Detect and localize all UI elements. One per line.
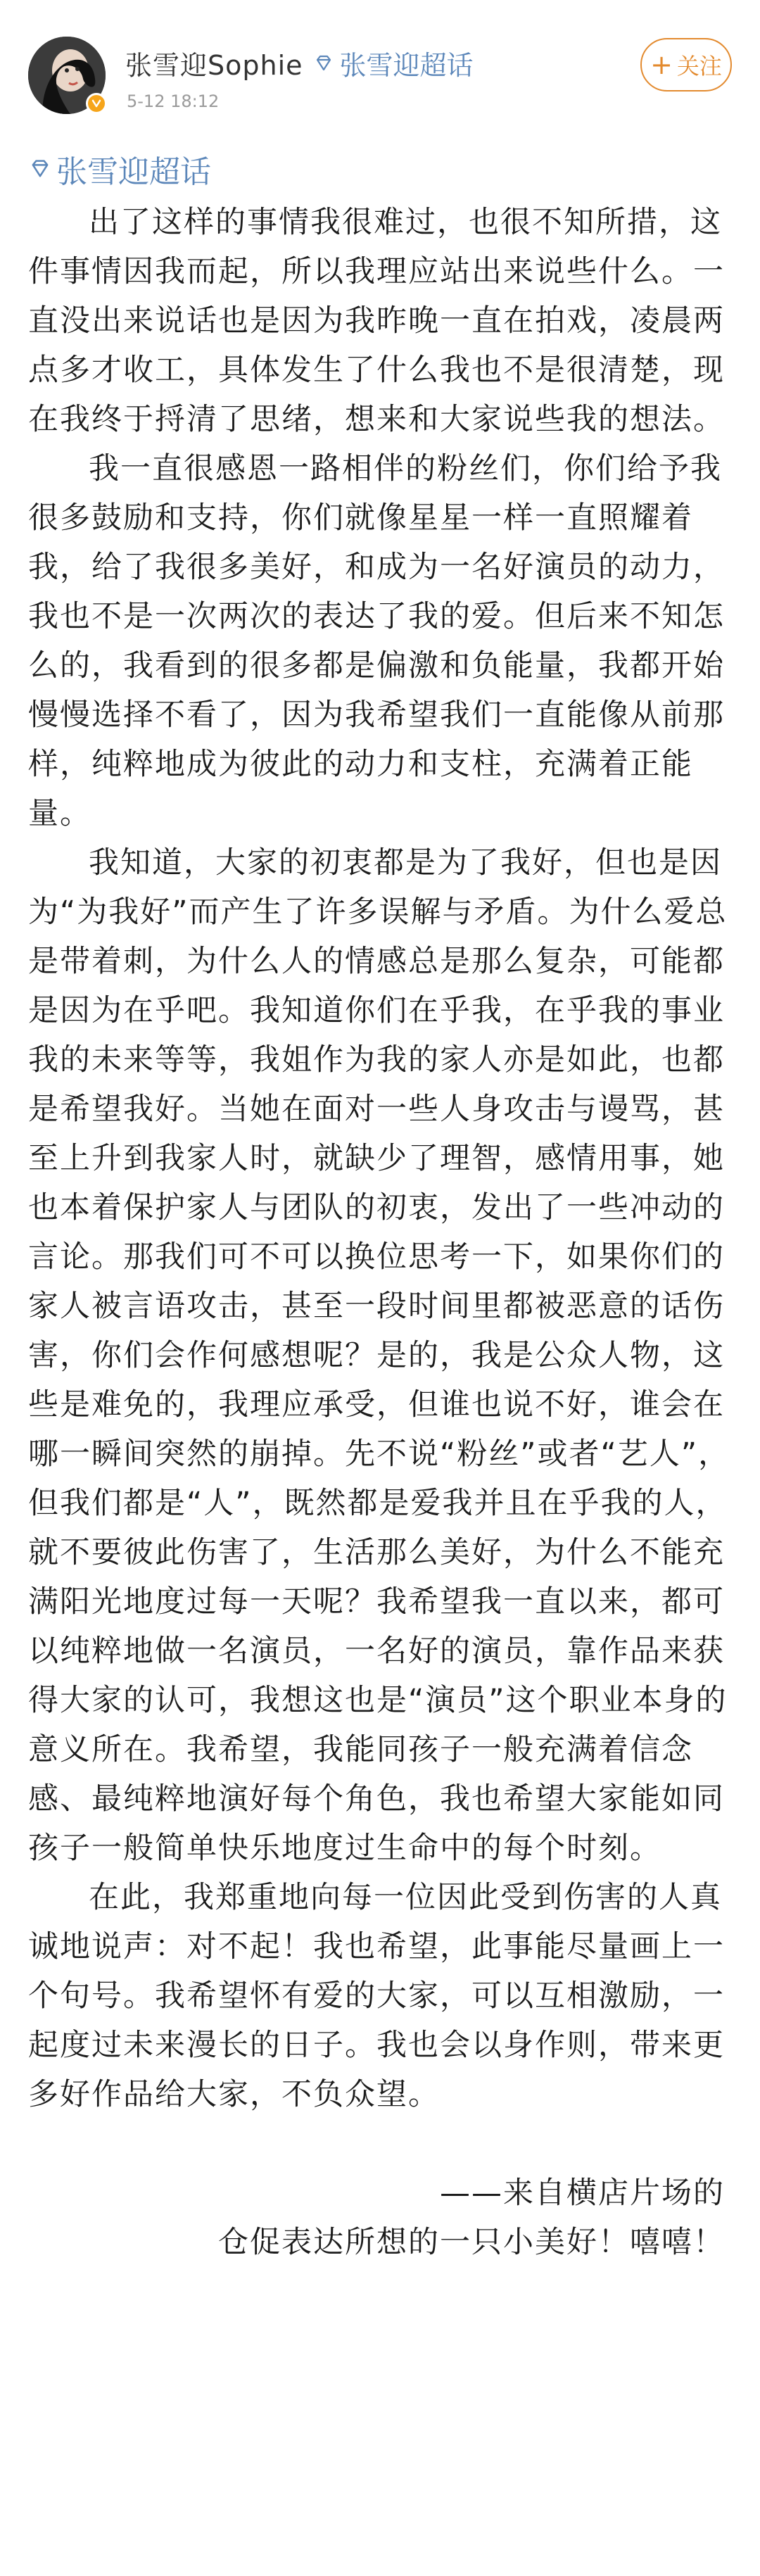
diamond-topic-icon: [28, 157, 52, 181]
post-body: [28, 144, 732, 2267]
post-timestamp: 5-12 18:12: [127, 91, 220, 111]
diamond-topic-icon: [313, 53, 334, 74]
topic-link-label: 张雪迎超话: [339, 50, 474, 81]
username[interactable]: 张雪迎Sophie: [125, 50, 303, 81]
plus-icon: +: [650, 49, 673, 80]
post-paragraph-2: 我一直很感恩一路相伴的粉丝们，你们给予我很多鼓励和支持，你们就像星星一样一直照耀着我，给了我很多美好，和成为一名好演员的动力，我也不是一次两次的表达了我的爱。但后来不知怎么的，我看到的很多都是偏激和负能量，我都开始慢慢选择不看了，因为我希望我们一直能像从前那样，纯粹地成为彼此的动力和支柱，充满着正能量。: [28, 451, 725, 831]
body-topic-link[interactable]: [28, 144, 732, 194]
author-row: [125, 44, 474, 82]
post-paragraph-4: 在此，我郑重地向每一位因此受到伤害的人真诚地说声：对不起！我也希望，此事能尽量画上一个句号。我希望怀有爱的大家，可以互相激励，一起度过未来漫长的日子。我也会以身作则，带来更多好作品给大家，不负众望。: [28, 1880, 725, 2112]
follow-button[interactable]: [640, 38, 732, 91]
verified-badge-icon: [86, 93, 107, 114]
post-signature: [28, 2168, 725, 2267]
post-header: [0, 0, 760, 134]
signature-line-2: 仓促表达所想的一只小美好！嘻嘻！: [218, 2225, 725, 2260]
body-topic-label: 张雪迎超话: [56, 154, 211, 190]
follow-label: 关注: [676, 53, 722, 80]
topic-link[interactable]: [313, 44, 474, 82]
post-paragraph-1: 出了这样的事情我很难过，也很不知所措，这件事情因我而起，所以我理应站出来说些什么。一直没出来说话也是因为我昨晚一直在拍戏，凌晨两点多才收工，具体发生了什么我也不是很清楚，现在我终于捋清了思绪，想来和大家说些我的想法。: [28, 205, 725, 437]
signature-line-1: ——来自横店片场的: [440, 2176, 725, 2211]
post-paragraph-3: 我知道，大家的初衷都是为了我好，但也是因为“为我好”而产生了许多误解与矛盾。为什么爱总是带着刺，为什么人的情感总是那么复杂，可能都是因为在乎吧。我知道你们在乎我，在乎我的事业我的未来等等，我姐作为我的家人亦是如此，也都是希望我好。当她在面对一些人身攻击与谩骂，甚至上升到我家人时，就缺少了理智，感情用事，她也本着保护家人与团队的初衷，发出了一些冲动的言论。那我们可不可以换位思考一下，如果你们的家人被言语攻击，甚至一段时间里都被恶意的话伤害，你们会作何感想呢？是的，我是公众人物，这些是难免的，我理应承受，但谁也说不好，谁会在哪一瞬间突然的崩掉。先不说“粉丝”或者“艺人”，但我们都是“人”，既然都是爱我并且在乎我的人，就不要彼此伤害了，生活那么美好，为什么不能充满阳光地度过每一天呢？我希望我一直以来，都可以纯粹地做一名演员，一名好的演员，靠作品来获得大家的认可，我想这也是“演员”这个职业本身的意义所在。我希望，我能同孩子一般充满着信念感、最纯粹地演好每个角色，我也希望大家能如同孩子一般简单快乐地度过生命中的每个时刻。: [28, 845, 730, 1866]
